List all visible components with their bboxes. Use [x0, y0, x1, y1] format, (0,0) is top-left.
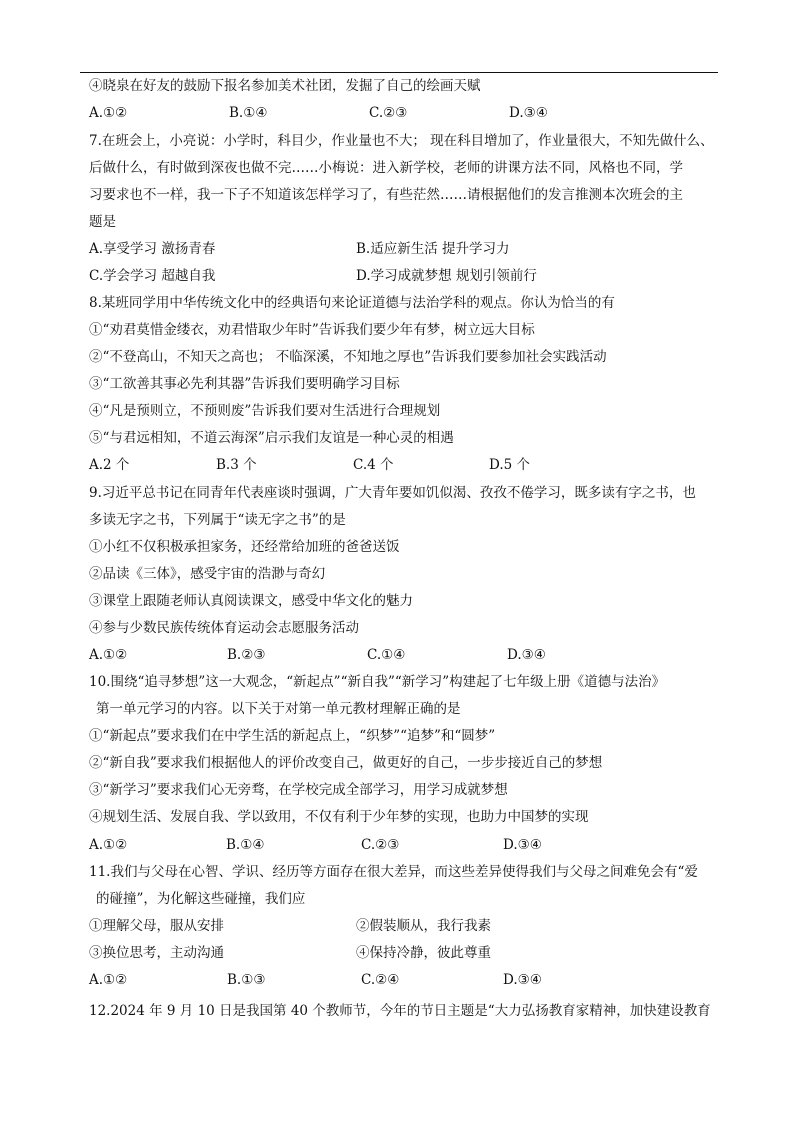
q11-stem-line-2: 的碰撞”，为化解这些碰撞，我们应 — [96, 891, 306, 907]
q10-item-3: ③“新学习”要求我们心无旁骛，在学校完成全部学习，用学习成就梦想 — [89, 782, 508, 798]
option-b: B.①③ — [227, 972, 266, 988]
option-d: D.③④ — [507, 647, 546, 663]
option-b: B.①④ — [226, 837, 265, 853]
option-a: A.2 个 — [89, 457, 130, 473]
q10-stem-line-2: 第一单元学习的内容。以下关于对第一单元教材理解正确的是 — [96, 701, 461, 717]
option-b: B.3 个 — [216, 457, 257, 473]
q10-item-4: ④规划生活、发展自我、学以致用，不仅有利于少年梦的实现，也助力中国梦的实现 — [89, 809, 589, 825]
q8-item-1: ①“劝君莫惜金缕衣，劝君惜取少年时”告诉我们要少年有梦，树立远大目标 — [89, 322, 535, 338]
q7-stem-line-1: 7.在班会上，小亮说：小学时，科目少，作业量也不大； 现在科目增加了，作业量很大，不知先做什么、 — [89, 133, 714, 149]
option-c: C.②③ — [369, 105, 408, 121]
q7-stem-line-2: 后做什么，有时做到深夜也做不完……小梅说：进入新学校，老师的讲课方法不同，风格也不同，学 — [89, 160, 683, 176]
option-b: B.②③ — [227, 647, 266, 663]
q7-stem-line-4: 题是 — [89, 214, 116, 230]
option-a: A.①② — [89, 837, 128, 853]
option-c: C.②③ — [361, 837, 400, 853]
q8-item-5: ⑤“与君远相知，不道云海深”启示我们友谊是一种心灵的相遇 — [89, 430, 454, 446]
q12-stem-line-1: 12.2024 年 9 月 10 日是我国第 40 个教师节，今年的节日主题是“大力弘扬教育家精神，加快建设教育 — [89, 1003, 711, 1019]
q9-stem-line-2: 多读无字之书，下列属于“读无字之书”的是 — [89, 512, 346, 528]
option-d: D.③④ — [503, 972, 542, 988]
option-d: D.③④ — [509, 105, 548, 121]
option-c: C.①④ — [367, 647, 406, 663]
option-d: D.学习成就梦想 规划引领前行 — [356, 268, 537, 284]
q10-item-2: ②“新自我”要求我们根据他人的评价改变自己，做更好的自己，一步步接近自己的梦想 — [89, 755, 603, 771]
q10-stem-line-1: 10.围绕“追寻梦想”这一大观念，“新起点”“新自我”“新学习”构建起了七年级上册《道德与法治》 — [89, 674, 666, 690]
option-a: A.①② — [89, 647, 128, 663]
q11-item-1: ①理解父母，服从安排 — [89, 918, 224, 934]
option-a: A.①② — [89, 105, 128, 121]
option-a: A.①② — [89, 972, 128, 988]
option-c: C.②④ — [361, 972, 400, 988]
option-d: D.③④ — [503, 837, 542, 853]
q9-item-4: ④参与少数民族传统体育运动会志愿服务活动 — [89, 620, 359, 636]
option-c: C.学会学习 超越自我 — [89, 268, 216, 284]
q10-item-1: ①“新起点”要求我们在中学生活的新起点上，“织梦”“追梦”和“圆梦” — [89, 728, 496, 744]
q9-item-1: ①小红不仅积极承担家务，还经常给加班的爸爸送饭 — [89, 539, 400, 555]
q11-item-4: ④保持冷静，彼此尊重 — [356, 945, 491, 961]
option-d: D.5 个 — [489, 457, 531, 473]
q8-item-3: ③“工欲善其事必先利其器”告诉我们要明确学习目标 — [89, 376, 400, 392]
option-b: B.适应新生活 提升学习力 — [356, 241, 510, 257]
q6-item-4: ④晓泉在好友的鼓励下报名参加美术社团，发掘了自己的绘画天赋 — [89, 78, 481, 94]
q11-item-3: ③换位思考，主动沟通 — [89, 945, 224, 961]
q8-stem: 8.某班同学用中华传统文化中的经典语句来论证道德与法治学科的观点。你认为恰当的有 — [89, 295, 615, 311]
top-rule — [80, 72, 718, 73]
q9-item-2: ②品读《三体》，感受宇宙的浩渺与奇幻 — [89, 566, 326, 582]
q8-item-4: ④“凡是预则立，不预则废”告诉我们要对生活进行合理规划 — [89, 403, 441, 419]
option-b: B.①④ — [229, 105, 268, 121]
q11-stem-line-1: 11.我们与父母在心智、学识、经历等方面存在很大差异，而这些差异使得我们与父母之间难免会有“爱 — [89, 864, 698, 880]
option-c: C.4 个 — [353, 457, 394, 473]
q7-stem-line-3: 习要求也不一样，我一下子不知道该怎样学习了，有些茫然……请根据他们的发言推测本次班会的主 — [89, 187, 683, 203]
option-a: A.享受学习 激扬青春 — [89, 241, 216, 257]
q9-stem-line-1: 9.习近平总书记在同青年代表座谈时强调，广大青年要如饥似渴、孜孜不倦学习，既多读有字之书，也 — [89, 485, 696, 501]
q11-item-2: ②假装顺从，我行我素 — [356, 918, 491, 934]
q8-item-2: ②“不登高山，不知天之高也； 不临深溪，不知地之厚也”告诉我们要参加社会实践活动 — [89, 349, 607, 365]
q9-item-3: ③课堂上跟随老师认真阅读课文，感受中华文化的魅力 — [89, 593, 413, 609]
